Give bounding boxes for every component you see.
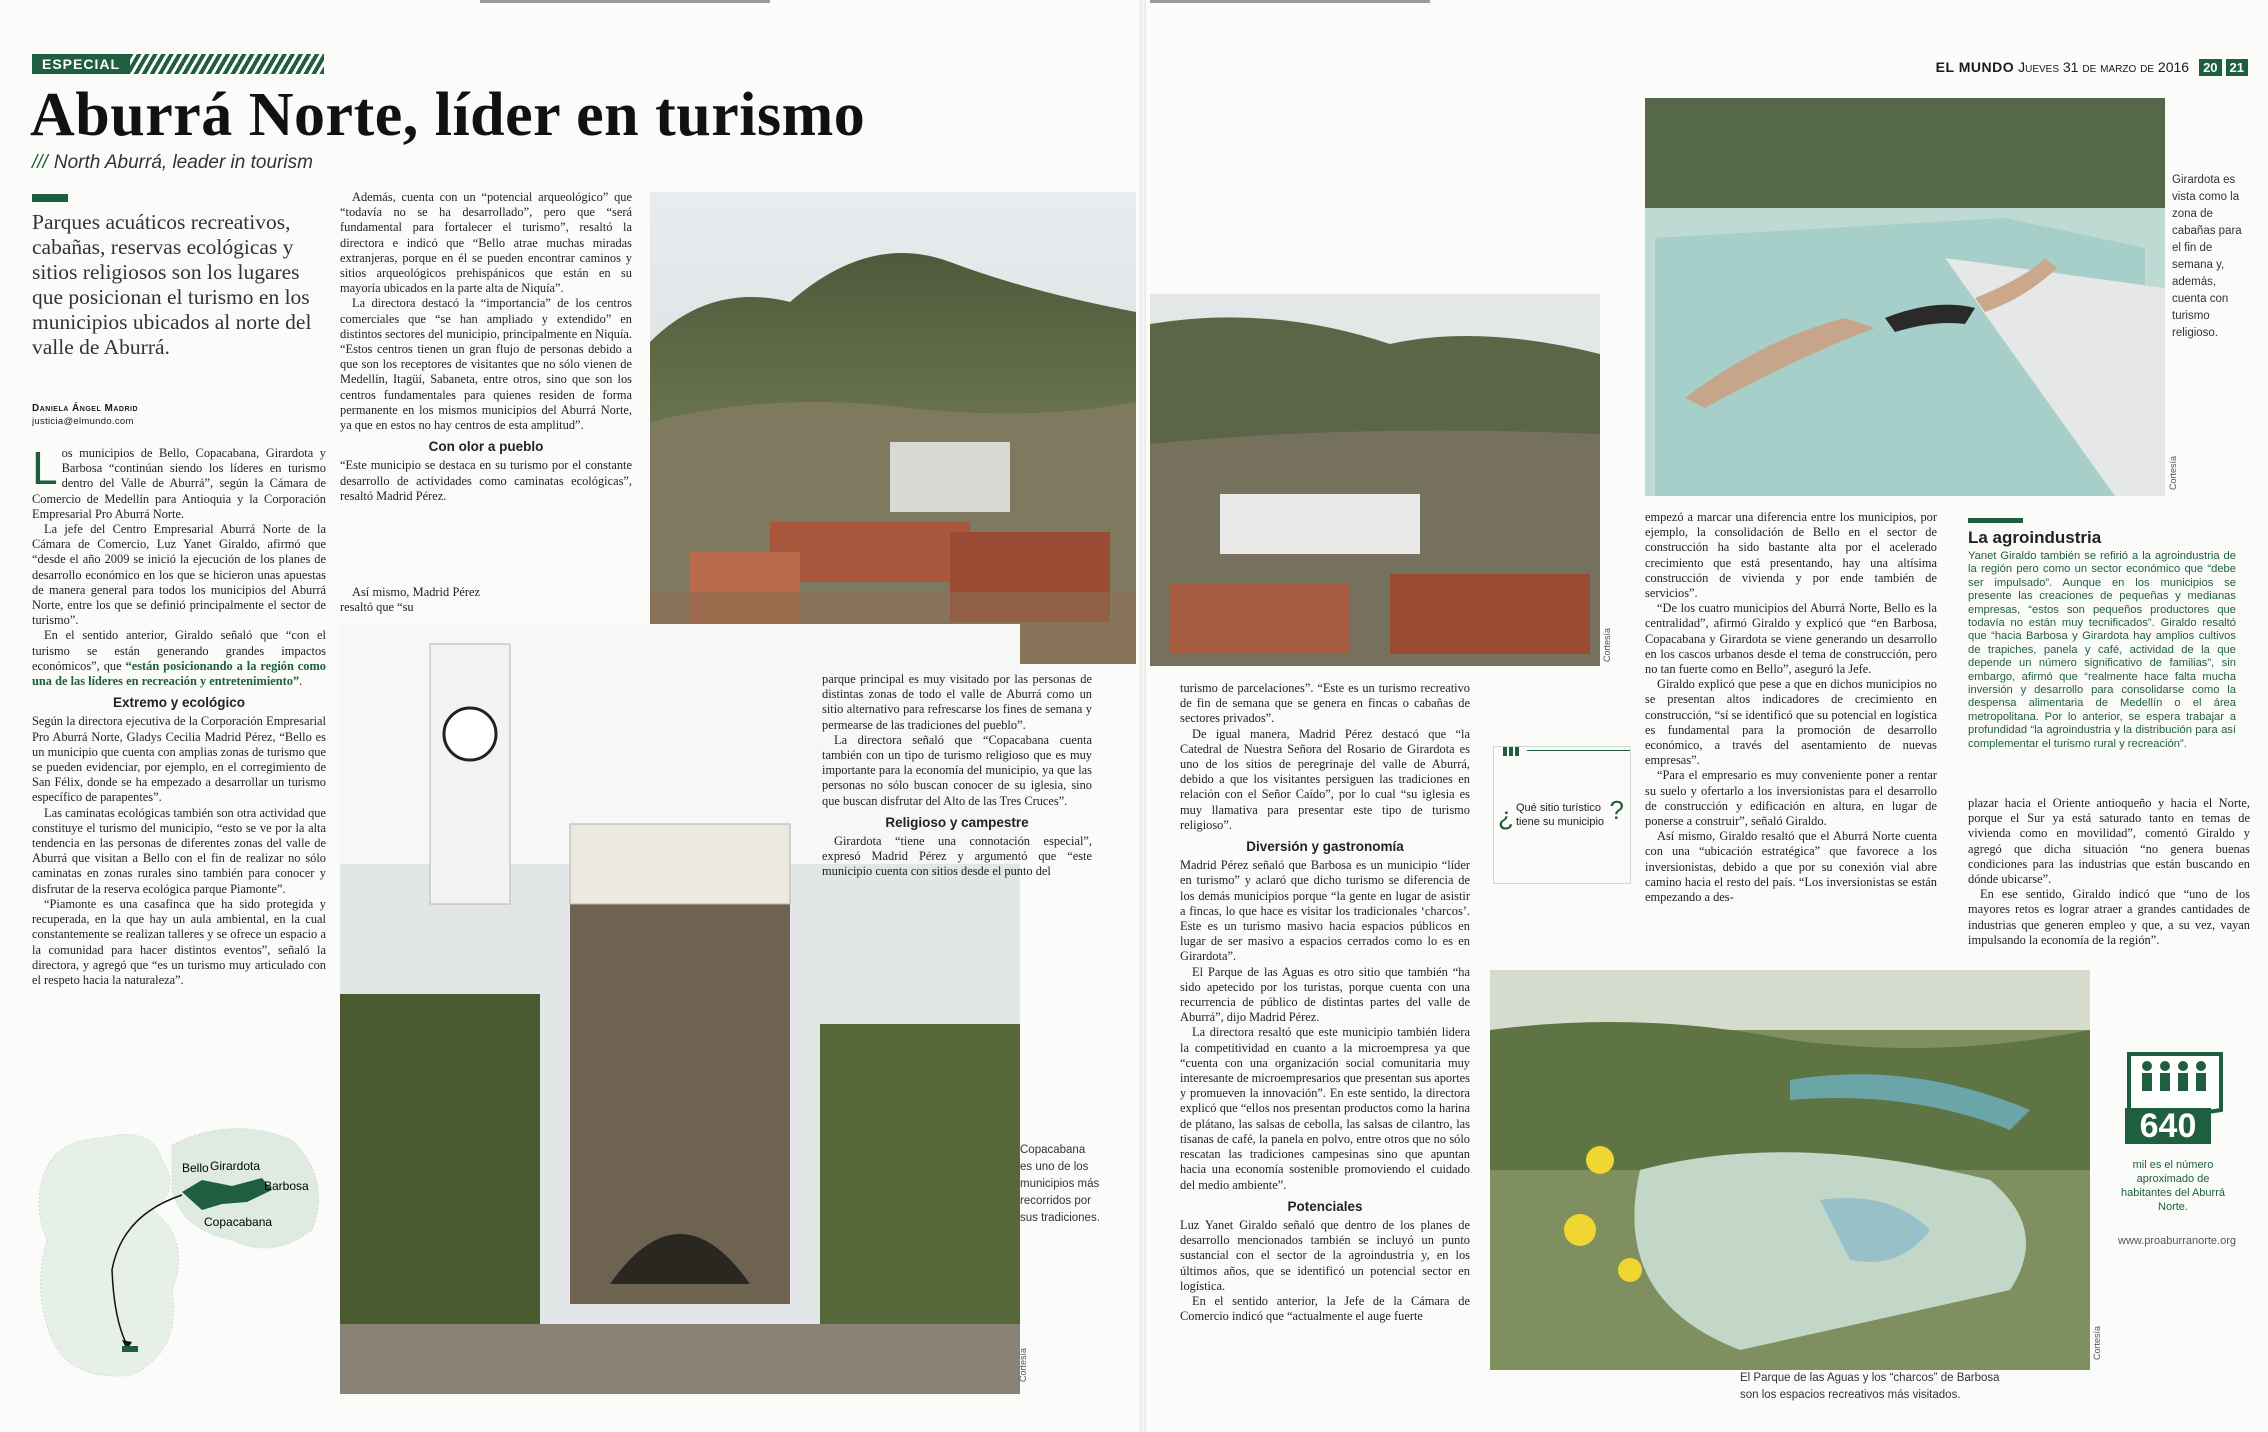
drop-cap: L	[32, 442, 58, 494]
paragraph: En el sentido anterior, Giraldo señaló que “con el turismo se están generando grandes impactos económicos”, que “están posicionando a la región como una de las líderes en recreación y entretenimiento”.	[32, 628, 326, 689]
photo-bello-image	[650, 192, 1136, 664]
question-text: Qué sitio turístico tiene su municipio	[1516, 802, 1605, 828]
paragraph: plazar hacia el Oriente antioqueño y hacia el Norte, porque el Sur ya está saturado tanto en temas de vivienda como en movilidad”, comentó Giraldo y agregó que dicha situación “no genera buenas condiciones para las industrias que están buscando en dónde ubicarse”.	[1968, 796, 2250, 887]
paragraph: La directora resaltó que este municipio también lidera la competitividad en cuanto a la microempresa ya que “cuenta con una organización social comunitaria muy interesante de microempresarios que presentan sus aportes y promueven la innovación”. En este sentido, la directora explicó que “ellos nos presentan productos como la harina de plátano, las salsas de cebolla, las salsas de cilantro, las tisanas de café, la panela en polvo, entre otros que no sólo rescatan las tradiciones campesinas sino que apuntan hacia una economía sostenible promoviendo el cuidado del medio ambiente”.	[1180, 1025, 1470, 1192]
photo-barbosa-park	[1490, 970, 2090, 1370]
masthead	[1936, 56, 2248, 78]
article-column-4	[1180, 681, 1470, 1324]
paragraph: Así mismo, Giraldo resaltó que el Aburrá Norte cuenta con una “ubicación estratégica” que favorece a los inversionistas, debido a que por su conexión vial abre camino hacia el resto del país. “Los inversionistas se están empezando a des-	[1645, 829, 1937, 905]
photo-bello-aerial	[650, 192, 1136, 664]
question-close-mark: ?	[1609, 795, 1624, 825]
photo-niquia-aerial	[1150, 294, 1600, 666]
paragraph: turismo de parcelaciones”. “Este es un turismo recreativo de fin de semana que se genera en fincas o cabañas de sectores privados”.	[1180, 681, 1470, 726]
article-column-6	[1968, 796, 2250, 948]
paragraph: Además, cuenta con un “potencial arqueológico” que “todavía no se ha desarrollado”, pero que “será fundamental para fortalecer el turismo”, resaltó la directora e indicó que “Bello atrae muchas miradas extranjeras, porque en él se pueden encontrar caminos y sitios arqueológicos prehispánicos que están en su mayoría ubicados en la parte alta de Niquía”.	[340, 190, 632, 296]
article-column-2-tail	[340, 585, 480, 615]
paragraph: En ese sentido, Giraldo indicó que “uno de los mayores retos es lograr atraer a grandes cantidades de industrias que generen empleo y que, a su vez, vayan impulsando la economía de la región”.	[1968, 887, 2250, 947]
paragraph: “Para el empresario es muy conveniente poner a rentar su suelo y ofertarlo a los inversionistas para el desarrollo de construcción y edificación en altura, en lugar de ponerse a construir”, señaló Giraldo.	[1645, 768, 1937, 829]
photo-girardota-pool	[1645, 98, 2165, 496]
paragraph: parque principal es muy visitado por las personas de distintas zonas de todo el valle de Aburrá como un sitio alternativo para refrescarse los fines de semana y permearse de las tradiciones del pueblo”.	[822, 672, 1092, 732]
highlight-quote: “están posicionando a la región como una de las líderes en recreación y entretenimiento”	[32, 658, 326, 689]
region-map	[32, 1120, 332, 1385]
subhead-slashes: ///	[32, 152, 48, 173]
agro-title: La agroindustria	[1968, 528, 2102, 547]
paragraph: “De los cuatro municipios del Aburrá Norte, Bello es la centralidad”, afirmó Giraldo y explicó que “en Barbosa, Copacabana y Girardota se viene generando un desarrollo en los cascos urbanos desde el tema de construcción, pero no tan fuerte como en Bello”, aseguró la Jefe.	[1645, 601, 1937, 677]
paragraph: Así mismo, Madrid Pérez resaltó que “su	[340, 585, 480, 615]
paragraph: La directora señaló que “Copacabana cuenta también con un tipo de turismo religioso que es muy importante para la economía del municipio, ya que las personas no sólo buscan conocer de su iglesia, sino que buscan disfrutar del Alto de las Tres Cruces”.	[822, 732, 1092, 808]
paragraph: En el sentido anterior, la Jefe de la Cámara de Comercio indicó que “actualmente el auge fuerte	[1180, 1293, 1470, 1324]
subheading: Con olor a pueblo	[428, 439, 544, 455]
source-url: www.proaburranorte.org	[2118, 1235, 2237, 1247]
question-open-mark: ¿	[1498, 801, 1514, 831]
photo-credit: Cortesía	[1602, 627, 1612, 662]
paragraph: Girardota “tiene una connotación especial”, expresó Madrid Pérez y argumentó que “este municipio cuenta con sitios desde el punto del	[822, 834, 1092, 879]
map-label-girardota: Girardota	[210, 1159, 261, 1173]
paragraph: Según la directora ejecutiva de la Corporación Empresarial Pro Aburrá Norte, Gladys Cecilia Madrid Pérez, “Bello es un municipio que cuenta con amplias zonas de turismo que se pueden evidenciar, por ejemplo, en el corregimiento de San Félix, donde se ha empezado a desarrollar un turismo específico de parapentes”.	[32, 714, 326, 805]
article-column-1	[32, 442, 326, 988]
map-location-marker	[122, 1346, 138, 1352]
page-number-right: 21	[2226, 59, 2248, 76]
article-column-3	[822, 672, 1092, 880]
subheading: Potenciales	[1287, 1198, 1363, 1214]
paragraph: La directora destacó la “importancia” de los centros comerciales que “se han ampliado y extendido” en distintos sectores del municipio, principalmente en Niquía. “Estos centros tienen un gran flujo de personas debido a que son los receptores de visitantes que no sólo vienen de Medellín, Itagüí, Sabaneta, entre otros, sino que son los centros fundamentales para quienes residen de forma permanente en los mismos municipios del Aburrá Norte, ya que en estos no hay centros de esta amplitud”.	[340, 296, 632, 433]
top-rule	[480, 0, 770, 3]
lead-paragraph: Parques acuáticos recreativos, cabañas, reservas ecológicas y sitios religiosos son los lugares que posicionan el turismo en los municipios ubicados al norte del valle de Aburrá.	[32, 210, 312, 359]
paragraph: Las caminatas ecológicas también son otra actividad que constituye el turismo del municipio, “esto se ve por la alta tendencia en las personas de diferentes zonas del valle de Aburrá que visitan a Bello con el fin de realizar no sólo caminatas en zonas rurales sino también para conocer y disfrutar de la reserva ecológica parque Piamonte”.	[32, 805, 326, 896]
byline-author: Daniela Ángel Madrid	[32, 403, 138, 414]
caption-barbosa: El Parque de las Aguas y los “charcos” de Barbosa son los espacios recreativos más visitados.	[1740, 1372, 2000, 1401]
subheading: Extremo y ecológico	[112, 695, 246, 711]
question-box	[1493, 746, 1631, 884]
page-number-left: 20	[2199, 59, 2221, 76]
paragraph: Los municipios de Bello, Copacabana, Girardota y Barbosa “continúan siendo los líderes en turismo dentro del Valle de Aburrá”, según la Cámara de Comercio de Medellín para Antioquia y la Corporación Empresarial Pro Aburrá Norte.	[32, 442, 326, 521]
paragraph: Madrid Pérez señaló que Barbosa es un municipio “líder en turismo” y aclaró que dicho turismo se diferencia de los demás municipios porque “la gente en lugar de asistir a fincas, lo que hace es visitar los tradicionales ‘charcos’. Este es un turismo masivo hacia espacios públicos en lugar de ser masivo a espacios cerrados como lo es en Girardota”.	[1180, 858, 1470, 964]
issue-date: Jueves 31 de marzo de 2016	[2018, 59, 2190, 75]
subheading: Diversión y gastronomía	[1246, 839, 1404, 855]
subheading: Religioso y campestre	[885, 814, 1029, 830]
paper-name: EL MUNDO	[1935, 59, 2015, 75]
lead-accent-bar	[32, 194, 68, 202]
photo-credit: Cortesía	[1018, 1347, 1028, 1382]
subhead-text: North Aburrá, leader in tourism	[53, 152, 313, 173]
map-valley-shape	[39, 1134, 179, 1376]
photo-pool-image	[1645, 98, 2165, 496]
paragraph: “Este municipio se destaca en su turismo por el constante desarrollo de actividades como caminatas ecológicas”, resaltó Madrid Pérez.	[340, 458, 632, 503]
caption-copacabana: Copacabana es uno de los municipios más recorridos por sus tradiciones.	[1020, 1144, 1100, 1224]
paragraph: “Piamonte es una casafinca que ha sido protegida y recuperada, en la que hay un aula ambiental, en la cual constantemente se realizan talleres y se ofrece un espacio a la comunidad para hacer distintos eventos”, señaló la directora, y agregó que “es un turismo muy articulado con el respeto hacia la naturaleza”.	[32, 896, 326, 987]
photo-park-image	[1490, 970, 2090, 1370]
article-column-2	[340, 190, 632, 504]
section-label: ESPECIAL	[32, 54, 130, 74]
paragraph: Giraldo explicó que pese a que en dichos municipios no se presentan altos indicadores de crecimiento en construcción, “sí se identificó que su potencial en logística es fundamental para la promoción de desarrollo económico, a través del asentamiento de nuevas empresas”.	[1645, 677, 1937, 768]
paragraph: empezó a marcar una diferencia entre los municipios, por ejemplo, la consolidación de Bello en el sector de construcción ha sido bastante alta por el acelerado crecimiento que está presentando, hay una altísima construcción de vivienda y por ende también de servicios”.	[1645, 510, 1937, 601]
map-label-bello: Bello	[182, 1161, 209, 1175]
map-label-barbosa: Barbosa	[264, 1179, 309, 1193]
map-label-copacabana: Copacabana	[204, 1215, 273, 1229]
section-tag	[32, 54, 324, 74]
byline-email: justicia@elmundo.com	[32, 416, 134, 427]
headline: Aburrá Norte, líder en turismo	[30, 81, 866, 149]
paragraph: Luz Yanet Giraldo señaló que dentro de los planes de desarrollo mencionados también se incluyó un punto sustancial con el sector de la agroindustria y, en los últimos años, que se identificó un potencial sector en logística.	[1180, 1217, 1470, 1293]
subhead	[32, 152, 313, 174]
population-value: 640	[2125, 1108, 2211, 1144]
population-text: mil es el número aproximado de habitantes del Aburrá Norte.	[2121, 1159, 2225, 1213]
photo-niquia-image	[1150, 294, 1600, 666]
article-column-5	[1645, 510, 1937, 905]
agro-text: Yanet Giraldo también se refirió a la agroindustria de la región pero como un sector económico que “debe ser impulsado”. Aunque en los municipios se presente las creaciones de pequeñas y medianas empresas, “estos son pequeños productores que todavía no están muy tecnificados”. Giraldo resaltó que “hacia Barbosa y Girardota hay amplios cultivos de trapiches, panela y café, actividad de la que depende un número significativo de familias”, sin embargo, afirmó que “realmente hace falta mucha inversión y desarrollo para consolidarse como la despensa alimentaria de Medellín o el área metropolitana. Por lo anterior, se espera trabajar a profundidad “la agroindustria y la distribución para así complementar el turismo rural y recreación”.	[1968, 550, 2236, 750]
photo-credit: Cortesía	[2168, 455, 2178, 490]
paragraph: La jefe del Centro Empresarial Aburrá Norte de la Cámara de Comercio, Luz Yanet Giraldo, afirmó que “desde el año 2009 se inició la ejecución de los planes de desarrollo económico en los que se hicieron unas apuestas de manera general para todos los municipios del Aburrá Norte, entre los que se definió principalmente el sector de turismo”.	[32, 522, 326, 628]
top-rule	[1150, 0, 1430, 3]
caption-girardota: Girardota es vista como la zona de cabañas para el fin de semana y, además, cuenta con turismo religioso.	[2172, 174, 2242, 339]
paragraph: De igual manera, Madrid Pérez destacó que “la Catedral de Nuestra Señora del Rosario de Girardota es uno de los sitios de peregrinaje del valle de Aburrá, debido a que los visitantes persiguen las tradiciones en relación con el Señor Caído”, por lo cual “su iglesia es muy llamativa para presentar este tipo de turismo religioso”.	[1180, 726, 1470, 832]
page-gutter	[1140, 0, 1146, 1432]
paragraph: El Parque de las Aguas es otro sitio que también “ha sido apetecido por los turistas, porque cuenta con una recurrencia de público de distintas partes del valle de Aburrá”, dijo Madrid Pérez.	[1180, 964, 1470, 1025]
photo-credit: Cortesía	[2092, 1325, 2102, 1360]
agro-accent-bar	[1968, 518, 2023, 523]
